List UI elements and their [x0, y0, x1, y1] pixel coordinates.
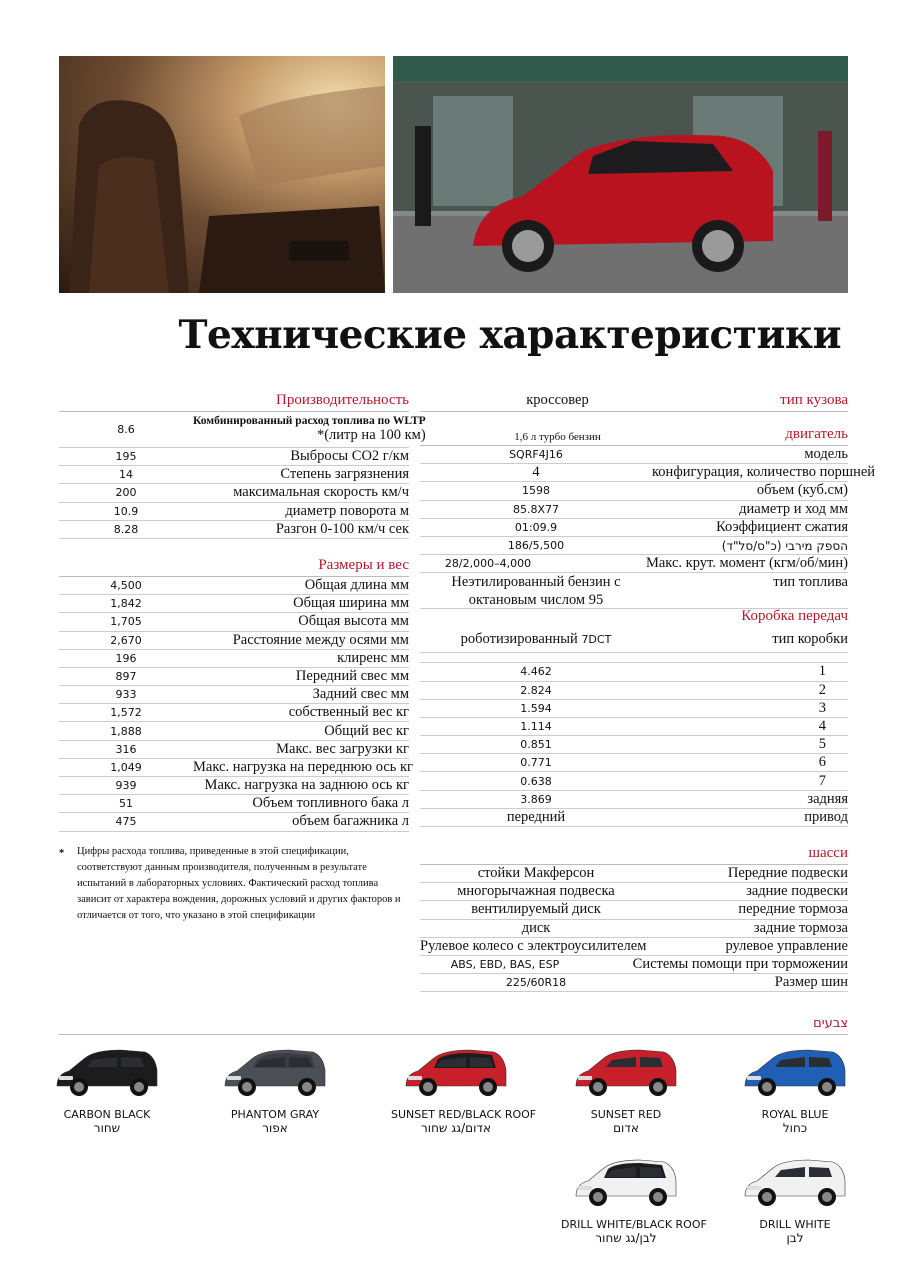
spec-value: 3.869: [520, 792, 552, 806]
spec-row: [420, 974, 848, 992]
spec-value: 475: [115, 815, 137, 829]
spec-row: [59, 521, 409, 539]
color-option: [42, 1040, 172, 1135]
spec-row: [59, 686, 409, 704]
spec-label: диаметр поворота м: [285, 502, 409, 519]
spec-label: задние тормоза: [753, 919, 848, 936]
suv-icon: [219, 1040, 331, 1104]
dimensions-heading: Размеры и вес: [59, 555, 409, 577]
gearbox-heading: Коробка передач: [741, 608, 848, 625]
spec-label: 5: [818, 736, 826, 753]
spec-label: Общий вес кг: [324, 722, 409, 739]
engine-heading: двигатель: [785, 426, 848, 442]
color-name-he: כחול: [782, 1121, 808, 1135]
spec-value: 1,888: [110, 724, 142, 738]
spec-value: 28/2,000–4,000: [444, 557, 532, 571]
spec-label: Системы помощи при торможении: [632, 956, 848, 973]
spec-value: [420, 631, 652, 648]
spec-value: 939: [115, 779, 137, 793]
spec-row: [420, 901, 848, 919]
spec-row: [420, 501, 848, 519]
spec-row: [59, 650, 409, 668]
spec-value: стойки Макферсон: [477, 865, 595, 882]
spec-label: Передний свес мм: [295, 667, 409, 684]
body-type-row: [420, 390, 848, 412]
spec-label: Разгон 0-100 км/ч сек: [275, 520, 409, 537]
spec-value: 186/5,500: [507, 539, 565, 553]
spec-label: задние подвески: [746, 883, 848, 900]
spec-row: [420, 627, 848, 653]
spec-value: 897: [115, 669, 137, 683]
spec-value: SQRF4J16: [509, 448, 563, 462]
spec-value: 316: [115, 742, 137, 756]
color-name-en: SUNSET RED: [590, 1108, 662, 1121]
spec-row: [59, 704, 409, 722]
suv-icon: [400, 1040, 512, 1104]
color-name-en: PHANTOM GRAY: [230, 1108, 320, 1121]
body-type-value: кроссовер: [526, 392, 589, 408]
spec-label: 3: [818, 699, 826, 716]
spec-row: [420, 446, 848, 464]
body-type-label: тип кузова: [780, 392, 848, 408]
spec-label-line1: Комбинированный расход топлива по WLTP: [193, 415, 426, 427]
engine-summary: 1,6 л турбо бензин: [514, 431, 601, 443]
color-name-he: אדום/גג שחור: [421, 1121, 491, 1135]
spec-row: [420, 920, 848, 938]
spec-label: объем багажника л: [292, 813, 409, 830]
spec-label: 6: [818, 754, 826, 771]
spec-row: [420, 791, 848, 809]
spec-value: 14: [119, 468, 133, 482]
spec-row: [420, 573, 848, 609]
spec-value: 2,670: [110, 633, 142, 647]
spec-row: [420, 754, 848, 772]
spec-row: [59, 466, 409, 484]
spec-value: диск: [521, 919, 551, 936]
spec-value: 01:09.9: [514, 520, 558, 534]
spec-row: [420, 663, 848, 681]
spec-label: Макс. вес загрузки кг: [276, 740, 409, 757]
spec-value: 0.771: [520, 756, 552, 770]
gearbox-type-value: роботизированный: [460, 631, 578, 648]
spec-row: [59, 595, 409, 613]
spec-value: 1.594: [520, 701, 552, 715]
spec-row: [420, 555, 848, 573]
spec-label: объем (куб.см): [756, 482, 848, 499]
spec-label: модель: [804, 446, 848, 463]
spec-value: 51: [119, 797, 133, 811]
spec-label: 7: [818, 772, 826, 789]
left-column: [59, 390, 426, 832]
spec-value: 4: [532, 464, 540, 481]
spec-row: [420, 956, 848, 974]
spec-row: [59, 484, 409, 502]
spec-value: 4.462: [520, 665, 552, 679]
interior-illustration: [59, 56, 385, 293]
color-name-en: ROYAL BLUE: [761, 1108, 829, 1121]
color-name-en: DRILL WHITE: [759, 1218, 831, 1231]
spec-value: 85.8X77: [512, 502, 560, 516]
interior-photo: [59, 56, 385, 293]
spec-row: [59, 813, 409, 831]
spec-label: диаметр и ход мм: [739, 500, 848, 517]
spec-value: 2.824: [520, 683, 552, 697]
spec-value: 8.28: [113, 522, 139, 536]
spec-label: рулевое управление: [725, 937, 848, 954]
spec-value: 8.6: [117, 423, 135, 436]
spec-label: Задний свес мм: [312, 686, 409, 703]
spec-row: [59, 741, 409, 759]
spec-value: вентилируемый диск: [471, 901, 601, 918]
color-name-he: לבן/גג שחור: [595, 1231, 657, 1245]
spec-row: [420, 938, 848, 956]
spec-value: ABS, EBD, BAS, ESP: [450, 958, 560, 972]
chassis-heading: шасси: [420, 843, 848, 865]
spec-label: [193, 412, 426, 447]
spec-row: [420, 883, 848, 901]
spec-row: [59, 777, 409, 795]
spec-label: Макс. крут. момент (кгм/об/мин): [645, 555, 848, 572]
color-option: [730, 1040, 860, 1135]
spec-label: Объем топливного бака л: [252, 795, 409, 812]
spec-label: Общая длина мм: [304, 577, 409, 594]
spec-label: 2: [818, 681, 826, 698]
spec-row: [59, 668, 409, 686]
spec-value: многорычажная подвеска: [457, 883, 615, 900]
spec-label: максимальная скорость км/ч: [233, 484, 409, 501]
spec-row: [59, 503, 409, 521]
spec-value: передний: [506, 808, 566, 825]
spec-value: 1,572: [110, 706, 142, 720]
spec-label: собственный вес кг: [288, 704, 409, 721]
suv-icon: [570, 1040, 682, 1104]
spec-row: [59, 412, 426, 448]
spec-value: 200: [115, 486, 137, 500]
fuel-footnote: [59, 844, 409, 924]
color-name-en: SUNSET RED/BLACK ROOF: [391, 1108, 537, 1121]
spec-value: [420, 573, 652, 609]
spec-row: [420, 482, 848, 500]
spec-value: 1.114: [520, 719, 552, 733]
color-option: [210, 1040, 340, 1135]
footnote-text: Цифры расхода топлива, приведенные в этой спецификации, соответствуют данным производителя, полученным в результате испытаний в лабораторных условиях. Фактический расход топлива зависит от характера вождения, дорожных условий и других факторов и отличается от того, что указано в этой спецификации: [77, 846, 401, 921]
spec-label: тип коробки: [772, 631, 848, 648]
spec-label: Передние подвески: [727, 865, 848, 882]
spec-row: [59, 632, 409, 650]
spec-value-line2: октановым числом 95: [468, 592, 604, 609]
spec-row: [420, 537, 848, 555]
suv-icon: [51, 1040, 163, 1104]
spec-value: 0.851: [520, 738, 552, 752]
color-option: [561, 1150, 707, 1245]
spec-value-line1: Неэтилированный бензин с: [451, 574, 621, 591]
spec-label: Расстояние между осями мм: [232, 631, 409, 648]
spec-value: 10.9: [113, 504, 139, 518]
spec-row: [59, 795, 409, 813]
color-name-he: שחור: [93, 1121, 121, 1135]
color-name-he: אדום: [613, 1121, 639, 1135]
spec-row: [59, 448, 409, 466]
page-title: Технические характеристики: [178, 312, 841, 358]
spec-label: привод: [804, 808, 848, 825]
spec-label: Размер шин: [774, 974, 848, 991]
spec-value: 1,842: [110, 597, 142, 611]
spec-row: [420, 772, 848, 790]
exterior-photo: [393, 56, 848, 293]
spec-label: клиренс мм: [337, 649, 409, 666]
spec-row: [59, 577, 409, 595]
spec-value: 1,705: [110, 615, 142, 629]
colors-heading: צבעים: [59, 1016, 848, 1035]
spec-label: Коэффициент сжатия: [716, 518, 848, 535]
spec-label: Макс. нагрузка на заднюю ось кг: [204, 777, 409, 794]
spec-label: Степень загрязнения: [280, 466, 409, 483]
spec-label: 1: [818, 663, 826, 680]
color-name-en: DRILL WHITE/BLACK ROOF: [561, 1218, 707, 1231]
spec-value: 225/60R18: [505, 976, 567, 990]
suv-icon: [739, 1150, 851, 1214]
spec-row: [59, 758, 413, 777]
spec-value: 0.638: [520, 774, 552, 788]
spec-value: 933: [115, 688, 137, 702]
color-option: [561, 1040, 691, 1135]
suv-icon: [739, 1040, 851, 1104]
spec-row: [420, 464, 876, 482]
spec-label: הספק מירבי (כ"ס/סל"ד): [721, 538, 848, 553]
spec-row: [420, 736, 848, 754]
spec-row: [420, 809, 848, 827]
spec-label: конфигурация, количество поршней: [652, 464, 876, 481]
color-option: [391, 1040, 537, 1135]
spec-value: 1598: [522, 484, 550, 498]
spec-value: 4,500: [110, 579, 142, 593]
spec-label: 4: [818, 717, 826, 734]
spec-label: Выбросы CO2 г/км: [290, 448, 409, 465]
suv-icon: [570, 1150, 682, 1214]
color-option: [730, 1150, 860, 1245]
spec-value: 196: [115, 651, 137, 665]
performance-heading: Производительность: [59, 390, 409, 412]
footnote-star: *: [59, 848, 65, 859]
spec-row: [59, 613, 409, 631]
color-name-en: CARBON BLACK: [63, 1108, 151, 1121]
right-column: [420, 390, 876, 992]
spec-value: 195: [115, 450, 137, 464]
spec-row: [420, 718, 848, 736]
spec-label: Макс. нагрузка на переднюю ось кг: [193, 758, 413, 775]
engine-heading-row: [420, 412, 848, 446]
spec-label: тип топлива: [773, 574, 848, 591]
spec-row: [420, 519, 848, 537]
exterior-illustration: [393, 56, 848, 293]
spec-label: Общая высота мм: [298, 613, 409, 630]
gearbox-type-code: 7DCT: [581, 633, 612, 647]
spec-row: [420, 700, 848, 718]
spec-row: [420, 865, 848, 883]
spec-value: 1,049: [110, 760, 142, 774]
color-name-he: לבן: [786, 1231, 804, 1245]
spec-value: Рулевое колесо с электроусилителем: [420, 937, 647, 954]
spec-row: [420, 682, 848, 700]
spec-row: [59, 722, 409, 740]
spec-label-line2: *(литр на 100 км): [316, 427, 426, 443]
spec-label: Общая ширина мм: [293, 595, 409, 612]
color-name-he: אפור: [262, 1121, 288, 1135]
spec-label: задняя: [807, 790, 848, 807]
spec-label: передние тормоза: [738, 901, 848, 918]
